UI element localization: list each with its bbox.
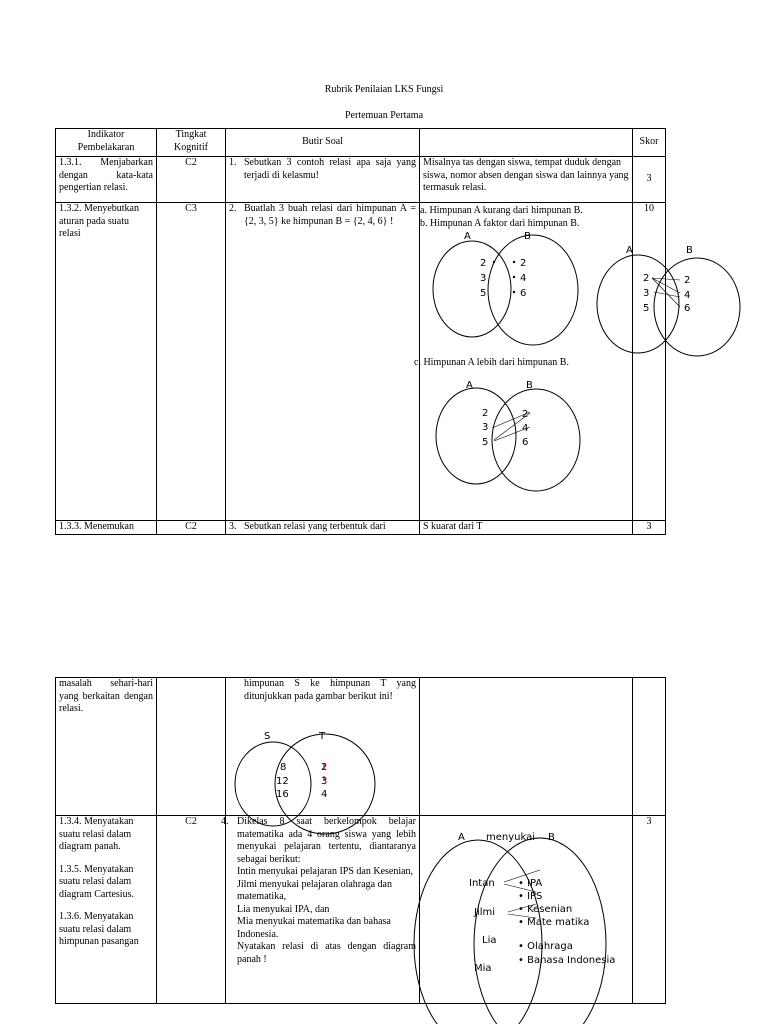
header-row — [56, 129, 666, 157]
set-b-circle — [488, 235, 578, 345]
a-value: 2 — [643, 273, 650, 284]
a-value: 3 — [482, 422, 489, 433]
indikator-cell: masalah sehari-hari yang berkaitan dengan relasi. — [56, 678, 157, 816]
set-b-circle — [474, 838, 606, 1024]
document-title: Rubrik Penilaian LKS Fungsi — [324, 84, 444, 95]
answer-2b: b. Himpunan A faktor dari himpunan B. — [420, 218, 580, 229]
set-t-label: T — [319, 731, 326, 742]
a-value: 5 — [643, 303, 650, 314]
tingkat-cell: C2 — [157, 816, 226, 1004]
skor-cell: 10 — [633, 203, 666, 521]
dot — [513, 291, 515, 293]
relation-label: menyukai — [486, 832, 536, 843]
set-b-circle — [492, 389, 580, 491]
venn-diagram-st — [230, 728, 382, 828]
b-value: 4 — [520, 273, 527, 284]
set-s-label: S — [264, 731, 271, 742]
skor-cell: 3 — [633, 521, 666, 535]
t-value: 3 — [321, 776, 328, 787]
header-tingkat: Tingkat Kognitif — [157, 129, 226, 157]
header-butir: Butir Soal — [226, 129, 420, 157]
b-value: 4 — [684, 290, 691, 301]
answer-2a: a. Himpunan A kurang dari himpunan B. — [420, 205, 583, 216]
s-value: 16 — [276, 789, 289, 800]
subject-item: • Olahraga — [518, 941, 573, 952]
document-subtitle: Pertemuan Pertama — [344, 110, 424, 121]
header-jawaban — [420, 129, 633, 157]
jawaban-cell: S kuarat dari T — [420, 521, 633, 535]
name-item: Lia — [482, 935, 497, 946]
set-a-label: A — [458, 832, 465, 843]
question-line: Lia menyukai IPA, dan — [237, 903, 330, 915]
table-row — [56, 157, 666, 203]
jawaban-cell — [420, 678, 633, 816]
dot — [513, 276, 515, 278]
subject-item: • Mate matika — [518, 917, 590, 928]
tingkat-cell: C2 — [157, 157, 226, 203]
b-value: 6 — [522, 437, 529, 448]
soal-cell — [226, 521, 420, 535]
subject-item: • IPS — [518, 891, 543, 902]
set-a-label: A — [466, 380, 473, 391]
table-row — [56, 521, 666, 535]
set-a-circle — [436, 388, 516, 484]
set-b-label: B — [524, 231, 531, 242]
b-value: 6 — [520, 288, 527, 299]
skor-cell: 3 — [633, 157, 666, 203]
answer-2c: c. Himpunan A lebih dari himpunan B. — [414, 357, 569, 368]
indikator-item: 1.3.6. Menyatakan suatu relasi dalam himpunan pasangan — [59, 911, 139, 947]
venn-diagram-c — [432, 376, 584, 496]
set-b-circle — [654, 258, 740, 356]
question-line: Mia menyukai matematika dan bahasa Indonesia. — [237, 916, 391, 940]
b-value: 4 — [522, 423, 529, 434]
question-number: 4. — [221, 816, 229, 827]
indikator-item: 1.3.4. Menyatakan suatu relasi dalam diagram panah. — [59, 816, 134, 852]
dot — [513, 261, 515, 263]
venn-diagram-b — [594, 240, 746, 358]
name-item: Intan — [469, 878, 495, 889]
subject-item: • Bahasa Indonesia — [518, 955, 616, 966]
question-text: Sebutkan relasi yang terbentuk dari — [244, 521, 386, 532]
header-indikator: Indikator Pembelakaran — [56, 129, 157, 157]
skor-cell: 3 — [633, 816, 666, 1004]
question-number: 2. — [229, 203, 237, 214]
b-value: 6 — [684, 303, 691, 314]
name-item: Mia — [474, 963, 492, 974]
jawaban-cell: Misalnya tas dengan siswa, tempat duduk dengan siswa, nomor absen dengan siswa dan lainnya yang termasuk relasi. — [420, 157, 633, 203]
indikator-cell — [56, 816, 157, 1004]
tingkat-cell: C2 — [157, 521, 226, 535]
a-value: 5 — [482, 437, 489, 448]
set-a-label: A — [626, 245, 633, 256]
tingkat-cell — [157, 678, 226, 816]
indikator-cell: 1.3.1. Menjabarkan dengan kata-kata pengertian relasi. — [56, 157, 157, 203]
skor-cell — [633, 678, 666, 816]
b-value: 2 — [522, 409, 529, 420]
arrow-diagram-menyukai — [412, 826, 616, 1024]
set-s-circle — [235, 742, 311, 826]
set-a-circle — [597, 255, 679, 353]
tingkat-cell: C3 — [157, 203, 226, 521]
a-value: 3 — [480, 273, 487, 284]
set-a-circle — [414, 840, 542, 1024]
a-value: 2 — [480, 258, 487, 269]
soal-cell — [226, 157, 420, 203]
a-value: 3 — [643, 288, 650, 299]
s-value: 12 — [276, 776, 289, 787]
venn-diagram-a — [430, 228, 582, 352]
subject-item: • Kesenian — [518, 904, 573, 915]
question-instruction: Nyatakan relasi di atas dengan diagram panah ! — [237, 941, 416, 965]
t-value: 2 — [321, 762, 328, 773]
question-number: 1. — [229, 157, 237, 168]
question-text: Buatlah 3 buah relasi dari himpunan A = {2, 3, 5} ke himpunan B = {2, 4, 6} ! — [244, 203, 416, 227]
a-value: 5 — [480, 288, 487, 299]
question-text: himpunan S ke himpunan T yang ditunjukkan pada gambar berikut ini! — [244, 678, 416, 702]
b-value: 2 — [520, 258, 527, 269]
relation-arrows — [652, 278, 680, 307]
dot — [493, 261, 495, 263]
b-value: 2 — [684, 275, 691, 286]
set-b-label: B — [686, 245, 693, 256]
indikator-cell: 1.3.2. Menyebutkan aturan pada suatu relasi — [56, 203, 157, 521]
a-value: 2 — [482, 408, 489, 419]
set-b-label: B — [526, 380, 533, 391]
t-value: 4 — [321, 789, 328, 800]
set-a-circle — [433, 241, 511, 337]
indikator-cell: 1.3.3. Menemukan — [56, 521, 157, 535]
soal-cell — [221, 816, 420, 1004]
s-value: 8 — [280, 762, 287, 773]
set-b-label: B — [548, 832, 555, 843]
indikator-item: 1.3.5. Menyatakan suatu relasi dalam diagram Cartesius. — [59, 863, 134, 900]
question-text: Sebutkan 3 contoh relasi apa saja yang terjadi di kelasmu! — [244, 157, 416, 181]
question-number: 3. — [229, 521, 237, 532]
name-item: Jilmi — [474, 907, 496, 918]
soal-cell — [226, 203, 420, 521]
subject-item: • IPA — [518, 878, 543, 889]
question-intro: Dikelas 8 saat berkelompok belajar matematika ada 4 orang siswa yang lebih menyukai pelajaran tertentu, diantaranya sebagai berikut: — [237, 816, 416, 865]
set-a-label: A — [464, 231, 471, 242]
question-line: Jilmi menyukai pelajaran olahraga dan matematika, — [237, 878, 392, 902]
header-skor: Skor — [633, 129, 666, 157]
question-line: Intin menyukai pelajaran IPS dan Kesenian, — [237, 866, 414, 877]
